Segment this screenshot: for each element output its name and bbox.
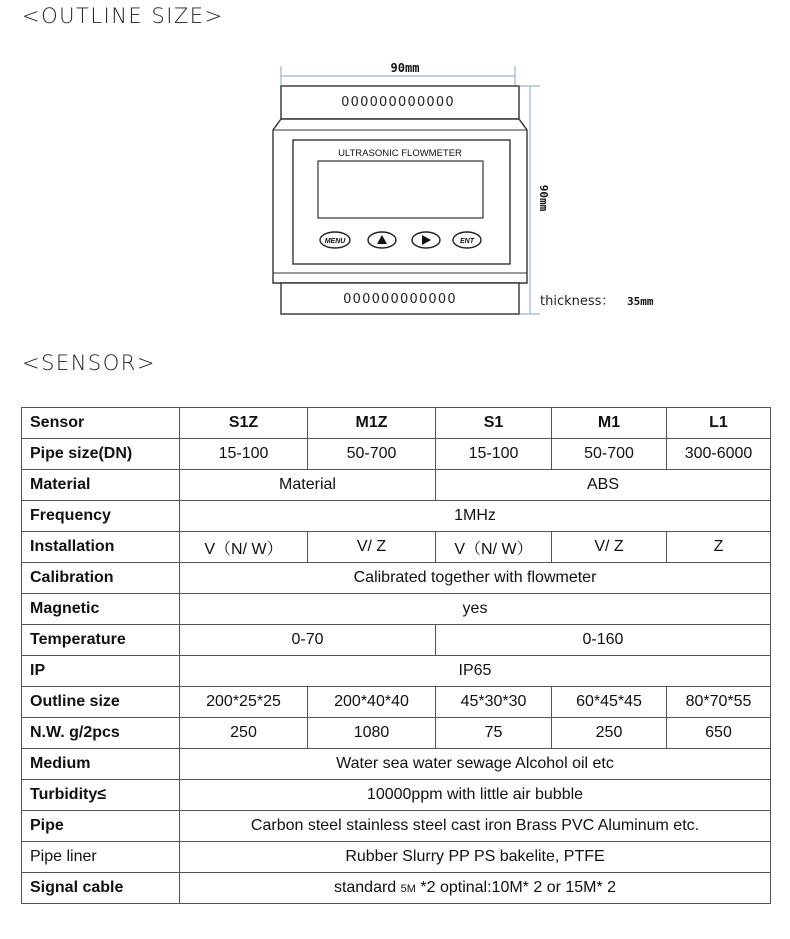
table-row (22, 656, 771, 687)
table-cell: Water sea water sewage Alcohol oil etc (180, 749, 771, 780)
ent-button-label: ENT (460, 238, 474, 245)
thickness-label: thickness： (540, 294, 615, 309)
signal-cable-post: *2 optinal:10M* 2 or 15M* 2 (415, 879, 617, 896)
table-cell: 50-700 (552, 439, 667, 470)
row-label: Pipe (22, 811, 180, 842)
row-label: Temperature (22, 625, 180, 656)
table-row (22, 749, 771, 780)
table-cell: 50-700 (308, 439, 436, 470)
thickness-value: 35mm (627, 295, 654, 308)
row-label: Medium (22, 749, 180, 780)
row-label: Turbidity≤ (22, 780, 180, 811)
row-label: N.W. g/2pcs (22, 718, 180, 749)
row-label: Installation (22, 532, 180, 563)
table-cell: Carbon steel stainless steel cast iron Brass PVC Aluminum etc. (180, 811, 771, 842)
table-cell: Calibrated together with flowmeter (180, 563, 771, 594)
row-label: Signal cable (22, 873, 180, 904)
row-label: Frequency (22, 501, 180, 532)
table-cell: Material (180, 470, 436, 501)
table-row (22, 842, 771, 873)
table-row (22, 470, 771, 501)
outline-size-title: <OUTLINE SIZE> (22, 4, 224, 28)
row-label: Material (22, 470, 180, 501)
table-cell: V（N/ W） (436, 532, 552, 563)
table-cell: Z (667, 532, 771, 563)
table-row (22, 439, 771, 470)
table-cell: 10000ppm with little air bubble (180, 780, 771, 811)
table-cell: 1080 (308, 718, 436, 749)
table-cell: ABS (436, 470, 771, 501)
table-cell: 0-70 (180, 625, 436, 656)
table-row (22, 408, 771, 439)
table-row (22, 625, 771, 656)
table-row (22, 501, 771, 532)
table-cell: yes (180, 594, 771, 625)
table-cell: V/ Z (308, 532, 436, 563)
table-cell: 15-100 (180, 439, 308, 470)
table-header-cell: S1 (436, 408, 552, 439)
table-row (22, 594, 771, 625)
table-header-cell: Sensor (22, 408, 180, 439)
menu-button-label: MENU (324, 238, 346, 245)
table-header-cell: L1 (667, 408, 771, 439)
table-cell: IP65 (180, 656, 771, 687)
row-label: Magnetic (22, 594, 180, 625)
table-cell: 60*45*45 (552, 687, 667, 718)
sensor-spec-table (21, 407, 771, 904)
table-cell: 200*25*25 (180, 687, 308, 718)
table-row (22, 563, 771, 594)
table-row (22, 532, 771, 563)
bottom-terminal-dots: 000000000000 (343, 292, 457, 307)
table-cell: 250 (180, 718, 308, 749)
row-label: Pipe size(DN) (22, 439, 180, 470)
table-cell: Rubber Slurry PP PS bakelite, PTFE (180, 842, 771, 873)
table-cell: 250 (552, 718, 667, 749)
table-cell: 15-100 (436, 439, 552, 470)
row-label: Outline size (22, 687, 180, 718)
display-title: ULTRASONIC FLOWMETER (338, 148, 462, 159)
device-outline-drawing (0, 0, 790, 345)
top-terminal-dots: 000000000000 (341, 95, 455, 110)
table-header-cell: S1Z (180, 408, 308, 439)
signal-cable-pre: standard (333, 879, 401, 896)
table-row (22, 811, 771, 842)
table-cell: 300-6000 (667, 439, 771, 470)
table-cell: 1MHz (180, 501, 771, 532)
table-cell: V/ Z (552, 532, 667, 563)
table-cell: 45*30*30 (436, 687, 552, 718)
sensor-title: <SENSOR> (22, 351, 156, 375)
table-cell (180, 873, 771, 904)
table-row (22, 873, 771, 904)
signal-cable-small: 5M (400, 883, 416, 895)
table-cell: V（N/ W） (180, 532, 308, 563)
table-cell: 75 (436, 718, 552, 749)
table-row (22, 687, 771, 718)
row-label: IP (22, 656, 180, 687)
table-cell: 0-160 (436, 625, 771, 656)
height-label: 90mm (537, 184, 550, 212)
table-row (22, 718, 771, 749)
lcd-screen (318, 161, 483, 218)
table-row (22, 780, 771, 811)
table-cell: 650 (667, 718, 771, 749)
table-cell: 80*70*55 (667, 687, 771, 718)
table-header-cell: M1Z (308, 408, 436, 439)
row-label: Pipe liner (22, 842, 180, 873)
table-header-cell: M1 (552, 408, 667, 439)
row-label: Calibration (22, 563, 180, 594)
table-cell: 200*40*40 (308, 687, 436, 718)
width-label: 90mm (390, 61, 420, 75)
